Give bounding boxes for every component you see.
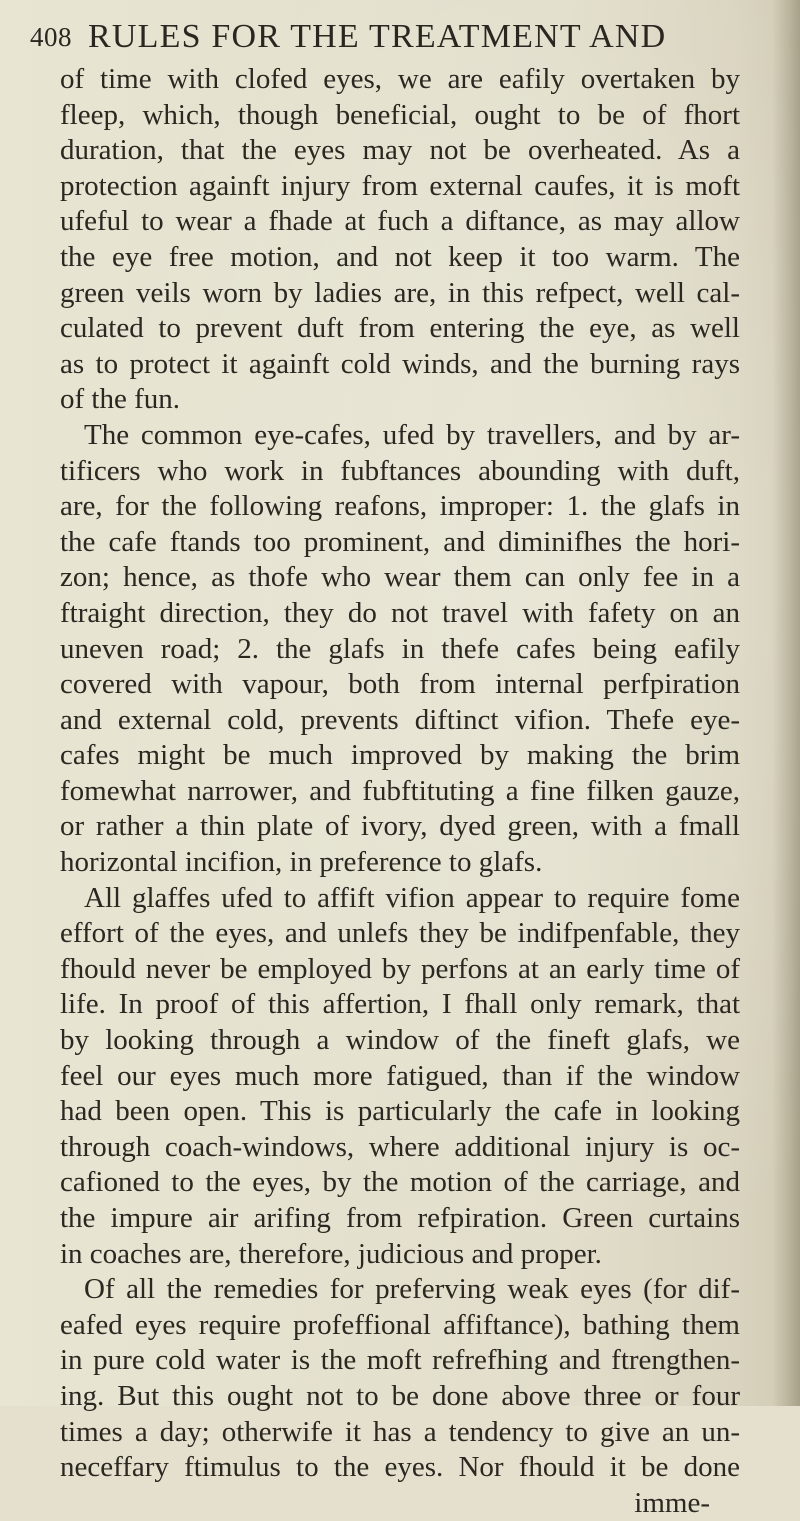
text-line: the eye free motion, and not keep it too warm. The xyxy=(60,240,740,273)
text-line: as to protect it againft cold winds, and the burning rays xyxy=(60,347,740,380)
text-line: protection againft injury from external caufes, it is moft xyxy=(60,169,740,202)
paragraph-start-line: Of all the remedies for preferving weak eyes (for dif- xyxy=(84,1273,740,1306)
text-line: tificers who work in fubftances abounding with duft, xyxy=(60,454,740,487)
text-line: the cafe ftands too prominent, and diminifhes the hori- xyxy=(60,525,740,558)
text-line: culated to prevent duft from entering the eye, as well xyxy=(60,312,740,345)
text-line: of the fun. xyxy=(60,383,180,416)
text-line: cafioned to the eyes, by the motion of the carriage, and xyxy=(60,1166,740,1199)
paragraph-start-line: The common eye-cafes, ufed by travellers, and by ar- xyxy=(84,418,740,451)
text-line: in pure cold water is the moft refrefhing and ftrengthen- xyxy=(60,1344,740,1377)
text-line: or rather a thin plate of ivory, dyed green, with a fmall xyxy=(60,810,740,843)
page-edge-shadow xyxy=(772,0,800,1406)
text-line: of time with clofed eyes, we are eafily overtaken by xyxy=(60,63,740,95)
text-line: zon; hence, as thofe who wear them can only fee in a xyxy=(60,561,740,594)
text-line: covered with vapour, both from internal perfpiration xyxy=(60,668,740,701)
text-line: ufeful to wear a fhade at fuch a diftance, as may allow xyxy=(60,205,740,238)
paragraph-start-line: All glaffes ufed to affift vifion appear to require fome xyxy=(84,881,740,914)
text-line: fomewhat narrower, and fubftituting a fine filken gauze, xyxy=(60,774,740,807)
catchword: imme- xyxy=(634,1486,710,1519)
text-line: by looking through a window of the fineft glafs, we xyxy=(60,1024,740,1057)
text-line: feel our eyes much more fatigued, than if the window xyxy=(60,1059,740,1092)
body-text xyxy=(60,62,740,1521)
text-line: had been open. This is particularly the cafe in looking xyxy=(60,1095,740,1128)
text-line: duration, that the eyes may not be overheated. As a xyxy=(60,134,740,167)
text-line: fhould never be employed by perfons at an early time of xyxy=(60,952,740,985)
text-line: the impure air arifing from refpiration. Green curtains xyxy=(60,1202,740,1234)
text-line: life. In proof of this affertion, I fhall only remark, that xyxy=(60,988,740,1021)
text-line: uneven road; 2. the glafs in thefe cafes being eafily xyxy=(60,632,740,665)
text-line: effort of the eyes, and unlefs they be indifpenfable, they xyxy=(60,917,740,950)
text-line: fleep, which, though beneficial, ought to be of fhort xyxy=(60,98,740,131)
page-header xyxy=(30,18,750,58)
text-line: neceffary ftimulus to the eyes. Nor fhould it be done xyxy=(60,1451,740,1484)
text-line: and external cold, prevents diftinct vifion. Thefe eye- xyxy=(60,703,740,736)
text-line: ing. But this ought not to be done above three or four xyxy=(60,1379,740,1412)
text-line: green veils worn by ladies are, in this refpect, well cal- xyxy=(60,276,740,309)
text-line: are, for the following reafons, improper: 1. the glafs in xyxy=(60,490,740,523)
text-line: ftraight direction, they do not travel with fafety on an xyxy=(60,596,740,629)
running-head: RULES FOR THE TREATMENT AND xyxy=(88,18,667,55)
text-line: in coaches are, therefore, judicious and proper. xyxy=(60,1237,602,1270)
text-line: cafes might be much improved by making the brim xyxy=(60,739,740,772)
text-line: eafed eyes require profeffional affiftance), bathing them xyxy=(60,1308,740,1341)
text-line: horizontal incifion, in preference to glafs. xyxy=(60,846,543,879)
text-line: times a day; otherwife it has a tendency to give an un- xyxy=(60,1415,740,1448)
page-number: 408 xyxy=(30,22,72,52)
text-line: through coach-windows, where additional injury is oc- xyxy=(60,1130,740,1163)
